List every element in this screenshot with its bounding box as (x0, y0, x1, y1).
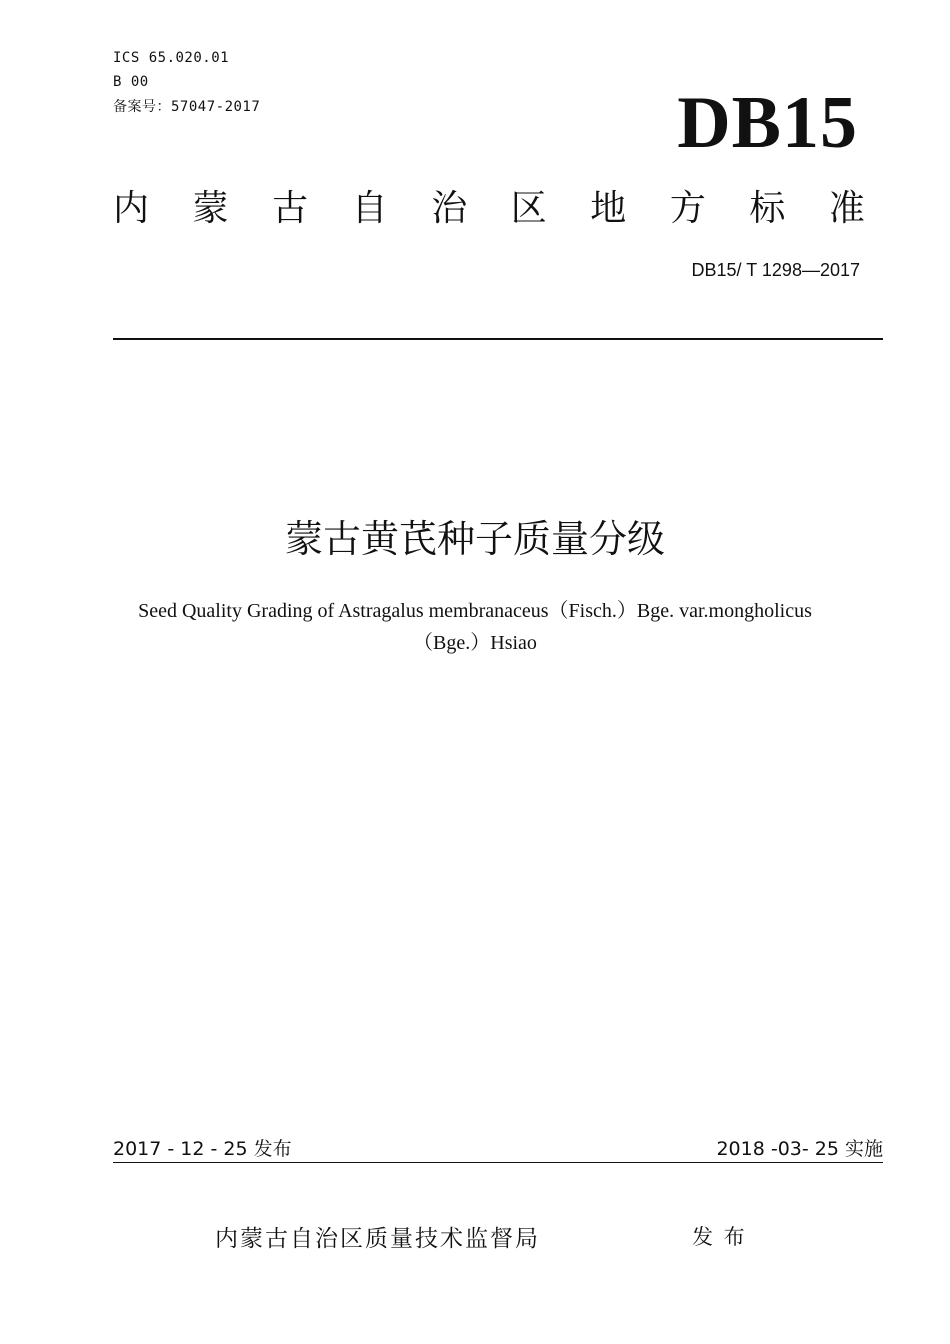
category-char: 自 (351, 188, 388, 229)
publisher-name: 内蒙古自治区质量技术监督局 (215, 1226, 540, 1252)
category-char: 地 (590, 188, 627, 229)
standard-number: DB15/ T 1298—2017 (691, 260, 860, 280)
publish-label: 发 布 (692, 1225, 747, 1249)
ccs-code: B 00 (113, 74, 149, 90)
category-char: 治 (431, 188, 468, 229)
date-divider (113, 1162, 883, 1163)
standard-category (113, 184, 865, 234)
implementation-date: 2018 -03- 25 实施 (716, 1138, 883, 1160)
category-char: 区 (510, 188, 547, 229)
ics-code: ICS 65.020.01 (113, 50, 230, 66)
category-char: 蒙 (192, 188, 229, 229)
category-char: 内 (113, 188, 150, 229)
category-char: 古 (272, 188, 309, 229)
category-char: 准 (828, 188, 865, 229)
document-title-en-line1: Seed Quality Grading of Astragalus membranaceus（Fisch.）Bge. var.mongholicus (138, 600, 812, 622)
document-title-cn: 蒙古黄芪种子质量分级 (284, 517, 665, 561)
document-title-en-line2: （Bge.）Hsiao (413, 632, 537, 654)
category-char: 方 (669, 188, 706, 229)
category-char: 标 (749, 188, 786, 229)
header-divider (113, 338, 883, 340)
issue-date: 2017 - 12 - 25 发布 (113, 1138, 292, 1160)
standard-code-logo: DB15 (677, 82, 858, 164)
filing-number: 备案号：57047-2017 (113, 99, 261, 115)
